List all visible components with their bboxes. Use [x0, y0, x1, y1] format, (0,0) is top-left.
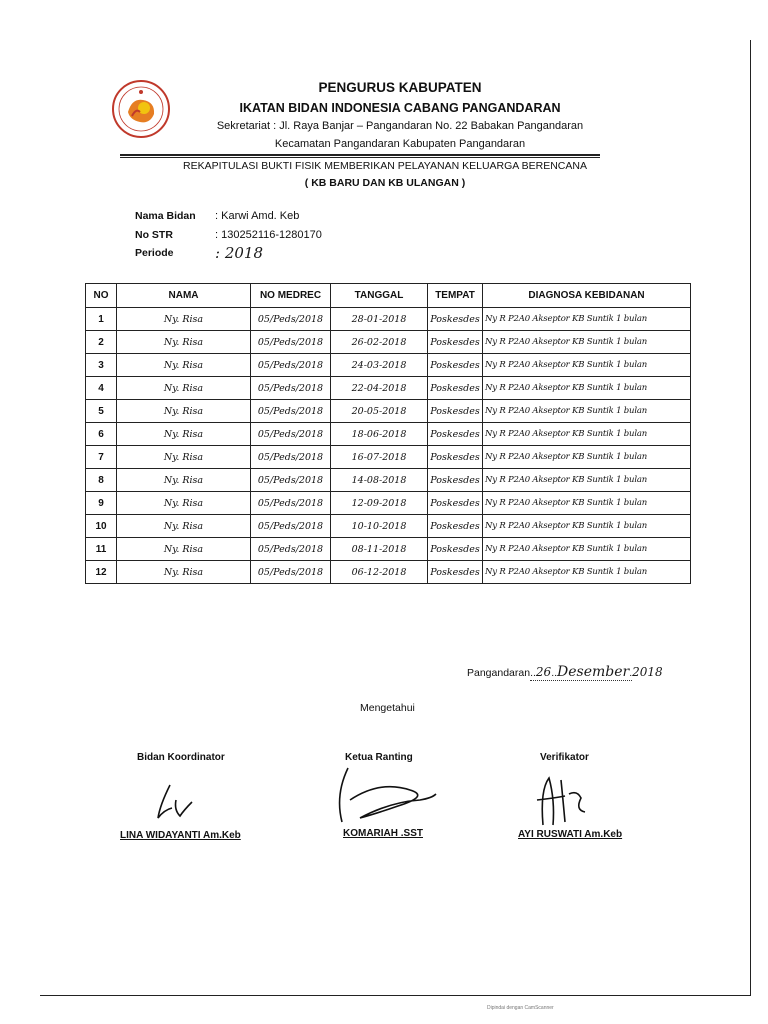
date-year: 2018 [632, 665, 663, 679]
cell-medrec: 05/Peds/2018 [251, 538, 331, 561]
cell-tempat: Poskesdes [428, 308, 483, 331]
cell-no: 4 [86, 377, 117, 400]
col-tempat-header: TEMPAT [428, 284, 483, 308]
cell-no: 10 [86, 515, 117, 538]
cell-diagnosa: Ny R P2A0 Akseptor KB Suntik 1 bulan [483, 492, 691, 515]
cell-tanggal: 22-04-2018 [331, 377, 428, 400]
cell-tempat: Poskesdes [428, 538, 483, 561]
table-row [86, 561, 691, 584]
cell-no: 7 [86, 446, 117, 469]
date-month: Desember [557, 664, 630, 680]
table-row [86, 354, 691, 377]
cell-medrec: 05/Peds/2018 [251, 354, 331, 377]
cell-diagnosa: Ny R P2A0 Akseptor KB Suntik 1 bulan [483, 423, 691, 446]
cell-tempat: Poskesdes [428, 331, 483, 354]
table-row [86, 400, 691, 423]
cell-tempat: Poskesdes [428, 561, 483, 584]
cell-no: 6 [86, 423, 117, 446]
cell-diagnosa: Ny R P2A0 Akseptor KB Suntik 1 bulan [483, 515, 691, 538]
cell-nama: Ny. Risa [117, 538, 251, 561]
cell-tanggal: 26-02-2018 [331, 331, 428, 354]
cell-medrec: 05/Peds/2018 [251, 469, 331, 492]
signature-ayi-icon [525, 770, 595, 830]
table-row [86, 492, 691, 515]
col-tanggal-header: TANGGAL [331, 284, 428, 308]
table-row [86, 446, 691, 469]
scanner-footer: Dipindai dengan CamScanner [487, 1005, 554, 1011]
table-row [86, 308, 691, 331]
cell-nama: Ny. Risa [117, 446, 251, 469]
cell-no: 12 [86, 561, 117, 584]
header-rule-thick [120, 154, 600, 156]
cell-medrec: 05/Peds/2018 [251, 377, 331, 400]
cell-tempat: Poskesdes [428, 377, 483, 400]
cell-nama: Ny. Risa [117, 469, 251, 492]
cell-tanggal: 18-06-2018 [331, 423, 428, 446]
col-diagnosa-header: DIAGNOSA KEBIDANAN [483, 284, 691, 308]
col-medrec-header: NO MEDREC [251, 284, 331, 308]
cell-tanggal: 16-07-2018 [331, 446, 428, 469]
cell-tanggal: 20-05-2018 [331, 400, 428, 423]
table-header-row [86, 284, 691, 308]
cell-nama: Ny. Risa [117, 400, 251, 423]
cell-diagnosa: Ny R P2A0 Akseptor KB Suntik 1 bulan [483, 354, 691, 377]
cell-nama: Ny. Risa [117, 354, 251, 377]
cell-no: 11 [86, 538, 117, 561]
report-title: REKAPITULASI BUKTI FISIK MEMBERIKAN PELAYANAN KELUARGA BERENCANA [183, 160, 587, 172]
acknowledged-label: Mengetahui [360, 702, 415, 714]
cell-nama: Ny. Risa [117, 515, 251, 538]
report-subtitle: ( KB BARU DAN KB ULANGAN ) [304, 177, 466, 189]
cell-medrec: 05/Peds/2018 [251, 400, 331, 423]
role-verifikator: Verifikator [540, 752, 589, 763]
cell-tempat: Poskesdes [428, 446, 483, 469]
signature-komariah-icon [320, 760, 440, 830]
cell-nama: Ny. Risa [117, 331, 251, 354]
role-bidan-koordinator: Bidan Koordinator [137, 752, 225, 763]
cell-no: 5 [86, 400, 117, 423]
place-date: Pangandaran..26..Desember.2018 [467, 664, 663, 680]
table-row [86, 331, 691, 354]
cell-tempat: Poskesdes [428, 469, 483, 492]
cell-diagnosa: Ny R P2A0 Akseptor KB Suntik 1 bulan [483, 561, 691, 584]
cell-nama: Ny. Risa [117, 492, 251, 515]
col-nama-header: NAMA [117, 284, 251, 308]
cell-medrec: 05/Peds/2018 [251, 561, 331, 584]
cell-tempat: Poskesdes [428, 492, 483, 515]
cell-diagnosa: Ny R P2A0 Akseptor KB Suntik 1 bulan [483, 331, 691, 354]
org-title: PENGURUS KABUPATEN [318, 80, 482, 95]
no-str-value: : 130252116-1280170 [215, 229, 322, 241]
cell-tanggal: 06-12-2018 [331, 561, 428, 584]
cell-nama: Ny. Risa [117, 377, 251, 400]
place-label: Pangandaran [467, 667, 531, 679]
signer-name-komariah: KOMARIAH .SST [343, 828, 423, 839]
table-row [86, 377, 691, 400]
cell-medrec: 05/Peds/2018 [251, 492, 331, 515]
cell-medrec: 05/Peds/2018 [251, 331, 331, 354]
address-line-2: Kecamatan Pangandaran Kabupaten Pangandaran [274, 138, 526, 150]
signature-lina-icon [150, 780, 200, 825]
cell-tempat: Poskesdes [428, 423, 483, 446]
table-row [86, 538, 691, 561]
nama-bidan-label: Nama Bidan [135, 210, 196, 222]
cell-tanggal: 08-11-2018 [331, 538, 428, 561]
cell-tanggal: 10-10-2018 [331, 515, 428, 538]
cell-tempat: Poskesdes [428, 354, 483, 377]
cell-diagnosa: Ny R P2A0 Akseptor KB Suntik 1 bulan [483, 469, 691, 492]
date-day: 26 [535, 665, 552, 679]
kb-services-table [85, 283, 691, 584]
cell-nama: Ny. Risa [117, 561, 251, 584]
cell-medrec: 05/Peds/2018 [251, 308, 331, 331]
cell-diagnosa: Ny R P2A0 Akseptor KB Suntik 1 bulan [483, 308, 691, 331]
table-row [86, 515, 691, 538]
cell-nama: Ny. Risa [117, 308, 251, 331]
cell-medrec: 05/Peds/2018 [251, 446, 331, 469]
cell-no: 8 [86, 469, 117, 492]
cell-tempat: Poskesdes [428, 515, 483, 538]
cell-tanggal: 28-01-2018 [331, 308, 428, 331]
address-line-1: Sekretariat : Jl. Raya Banjar – Pangandaran No. 22 Babakan Pangandaran [216, 120, 584, 132]
cell-diagnosa: Ny R P2A0 Akseptor KB Suntik 1 bulan [483, 538, 691, 561]
cell-diagnosa: Ny R P2A0 Akseptor KB Suntik 1 bulan [483, 400, 691, 423]
col-no-header: NO [86, 284, 117, 308]
cell-tanggal: 14-08-2018 [331, 469, 428, 492]
cell-diagnosa: Ny R P2A0 Akseptor KB Suntik 1 bulan [483, 377, 691, 400]
cell-tanggal: 24-03-2018 [331, 354, 428, 377]
branch-title: IKATAN BIDAN INDONESIA CABANG PANGANDARAN [239, 101, 561, 115]
cell-no: 9 [86, 492, 117, 515]
cell-no: 2 [86, 331, 117, 354]
cell-tempat: Poskesdes [428, 400, 483, 423]
cell-nama: Ny. Risa [117, 423, 251, 446]
cell-medrec: 05/Peds/2018 [251, 515, 331, 538]
table-row [86, 469, 691, 492]
header-rule-thin [120, 157, 600, 158]
cell-no: 1 [86, 308, 117, 331]
signer-name-ayi: AYI RUSWATI Am.Keb [518, 829, 623, 840]
periode-value: : 2018 [215, 244, 263, 262]
periode-label: Periode [135, 247, 174, 259]
cell-medrec: 05/Peds/2018 [251, 423, 331, 446]
signer-name-lina: LINA WIDAYANTI Am.Keb [120, 830, 241, 841]
table-row [86, 423, 691, 446]
nama-bidan-value: : Karwi Amd. Keb [215, 210, 300, 222]
cell-tanggal: 12-09-2018 [331, 492, 428, 515]
role-ketua-ranting: Ketua Ranting [345, 752, 413, 763]
cell-diagnosa: Ny R P2A0 Akseptor KB Suntik 1 bulan [483, 446, 691, 469]
ibi-logo-icon [110, 78, 172, 140]
cell-no: 3 [86, 354, 117, 377]
no-str-label: No STR [135, 229, 173, 241]
